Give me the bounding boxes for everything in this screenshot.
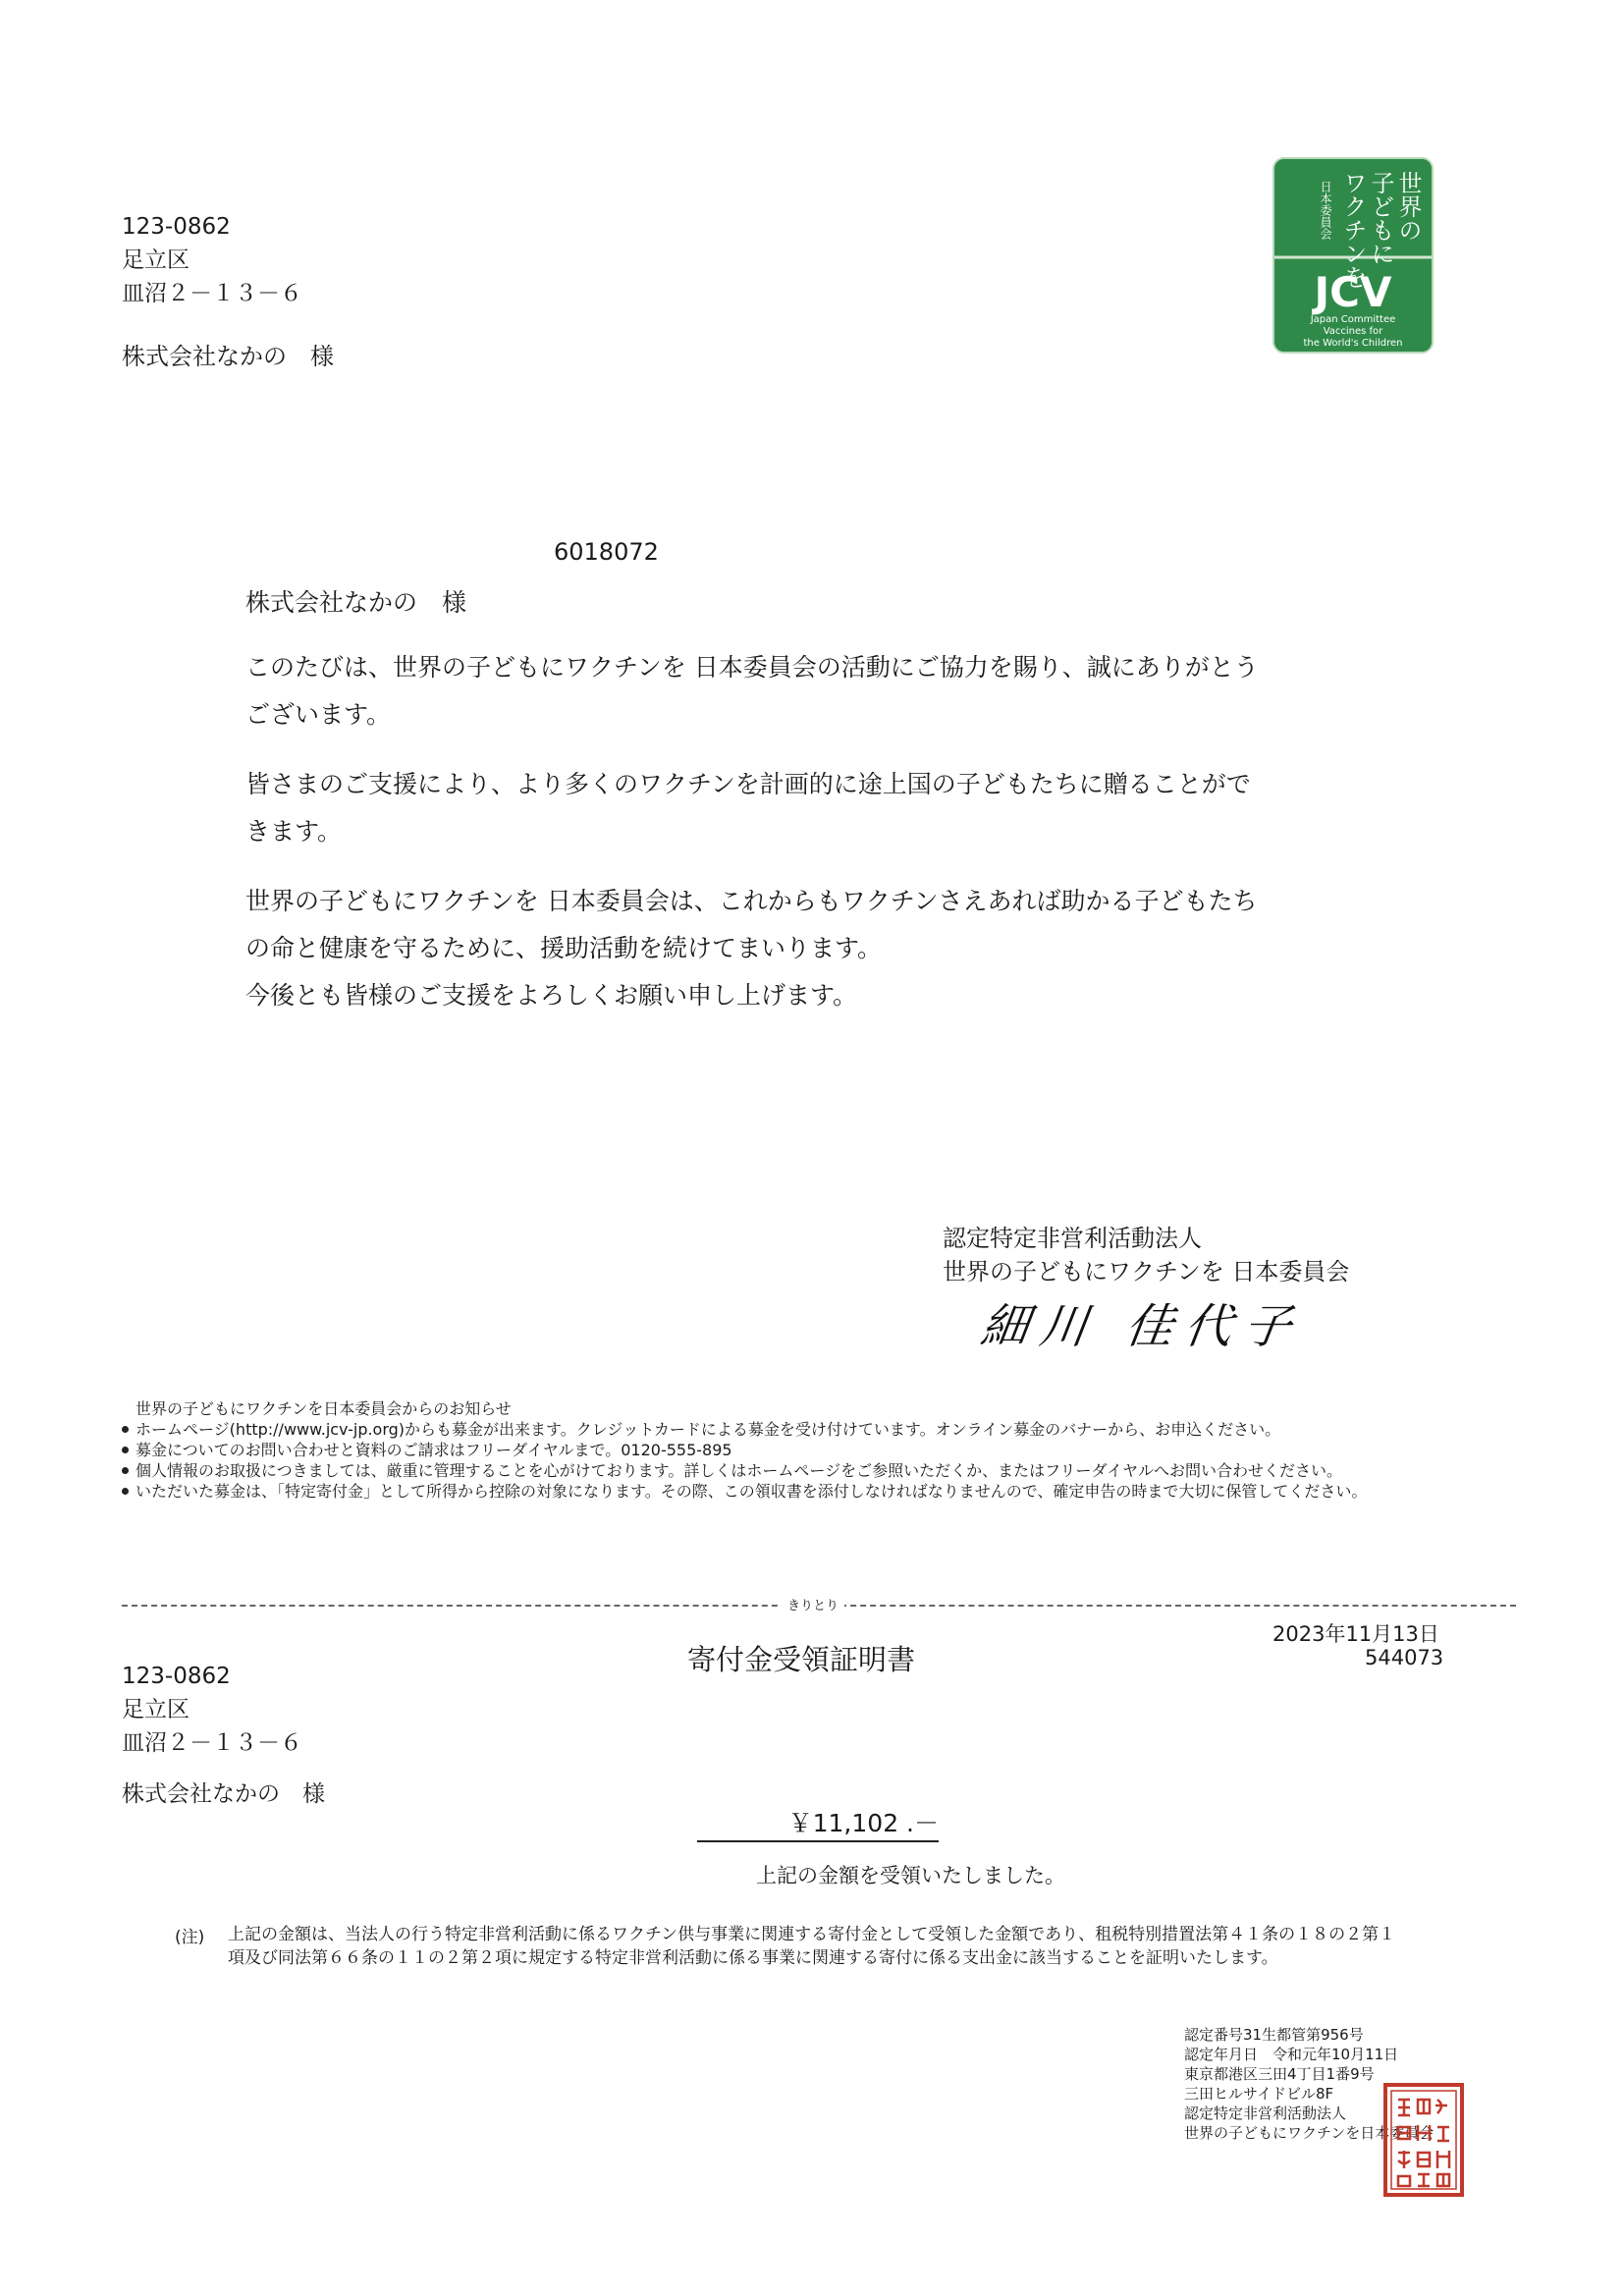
issuer-line: 認定番号31生都管第956号 — [1184, 2026, 1364, 2044]
sender-org-type: 認定特定非営利活動法人 — [943, 1225, 1202, 1252]
letter-line: 世界の子どもにワクチンを 日本委員会は、これからもワクチンさえあれば助かる子どもたち — [245, 887, 1258, 915]
street-address: 皿沼２－１３－６ — [122, 1730, 302, 1756]
receipt-note-label: (注) — [175, 1928, 205, 1947]
sender-org-name: 世界の子どもにワクチンを 日本委員会 — [943, 1258, 1350, 1285]
issuer-line: 認定特定非営利活動法人 — [1184, 2105, 1347, 2122]
notice-title: 世界の子どもにワクチンを日本委員会からのお知らせ — [135, 1399, 512, 1418]
recipient-name-top: 株式会社なかの 様 — [122, 343, 334, 370]
logo-english-1: Japan Committee — [1310, 314, 1396, 325]
logo-english-2: Vaccines for — [1323, 326, 1383, 337]
notice-item: ホームページ(http://www.jcv-jp.org)からも募金が出来ます。クレジットカードによる募金を受け付けています。オンライン募金のバナーから、お申込ください。 — [122, 1419, 1516, 1440]
issuer-line: 認定年月日 令和元年10月11日 — [1184, 2046, 1399, 2063]
jcv-logo-graphic — [1274, 159, 1432, 352]
letter-body — [245, 644, 1384, 1019]
letter-line: このたびは、世界の子どもにワクチンを 日本委員会の活動にご協力を賜り、誠にありがとう — [245, 653, 1259, 682]
logo-vertical-small: 日本委員会 — [1319, 181, 1332, 240]
receipt-recipient-address — [122, 1660, 302, 1760]
logo-vertical-text-2: 子どもに — [1367, 171, 1394, 265]
received-text: 上記の金額を受領いたしました。 — [756, 1864, 1065, 1887]
receipt-recipient-name: 株式会社なかの 様 — [122, 1781, 325, 1807]
notice-block — [122, 1398, 1516, 1502]
notice-item: いただいた募金は、「特定寄付金」として所得から控除の対象になります。その際、この領収書を添付しなければなりませんので、確定申告の時まで大切に保管してください。 — [122, 1481, 1516, 1502]
postal-code: 123-0862 — [122, 1664, 231, 1689]
donor-id: 6018072 — [554, 538, 659, 566]
letter-line: ございます。 — [245, 700, 392, 729]
issuer-line: 東京都港区三田4丁目1番9号 — [1184, 2065, 1375, 2083]
logo-vertical-text-3: ワクチンを — [1339, 171, 1367, 289]
seal-graphic — [1382, 2082, 1465, 2198]
letter-line: 今後とも皆様のご支援をよろしくお願い申し上げます。 — [245, 981, 858, 1010]
street-address: 皿沼２－１３－６ — [122, 281, 302, 306]
notice-item: 個人情報のお取扱につきましては、厳重に管理することを心がけております。詳しくはホームページをご参照いただくか、またはフリーダイヤルへお問い合わせください。 — [122, 1460, 1516, 1481]
city: 足立区 — [122, 1697, 189, 1722]
city: 足立区 — [122, 247, 189, 273]
logo-english-3: the World's Children — [1303, 338, 1403, 349]
sender-block — [943, 1222, 1349, 1288]
letter-line: 皆さまのご支援により、より多くのワクチンを計画的に途上国の子どもたちに贈ることがで — [245, 770, 1251, 798]
receipt-title: 寄付金受領証明書 — [687, 1643, 916, 1676]
logo-vertical-text-1: 世界の — [1394, 171, 1422, 242]
postal-code: 123-0862 — [122, 214, 231, 240]
amount-value: ￥11,102 .－ — [787, 1809, 939, 1837]
logo-acronym: JCV — [1314, 268, 1392, 316]
letter-line: の命と健康を守るために、援助活動を続けてまいります。 — [245, 934, 883, 962]
notice-item: 募金についてのお問い合わせと資料のご請求はフリーダイヤルまで。0120-555-895 — [122, 1440, 1516, 1460]
letter-line: きます。 — [245, 817, 343, 846]
issuer-line: 三田ヒルサイドビル8F — [1184, 2085, 1334, 2103]
official-seal — [1382, 2082, 1465, 2198]
recipient-address-top — [122, 210, 302, 310]
letter-salutation: 株式会社なかの 様 — [245, 588, 467, 617]
receipt-amount — [697, 1807, 939, 1842]
issuer-line: 世界の子どもにワクチンを日本委員会 — [1184, 2124, 1435, 2142]
cut-line-label: きりとり — [782, 1595, 844, 1613]
receipt-date: 2023年11月13日 — [1272, 1622, 1439, 1646]
receipt-number: 544073 — [1365, 1646, 1444, 1669]
receipt-note: 上記の金額は、当法人の行う特定非営利活動に係るワクチン供与事業に関連する寄付金として受領した金額であり、租税特別措置法第４１条の１８の２第１項及び同法第６６条の１１の２第２項に規定する特定非営利活動に係る事業に関連する寄付に係る支出金に該当することを証明いたします。 — [228, 1925, 1396, 1968]
signature: 細川 佳代子 — [977, 1299, 1307, 1354]
jcv-logo — [1272, 157, 1434, 354]
